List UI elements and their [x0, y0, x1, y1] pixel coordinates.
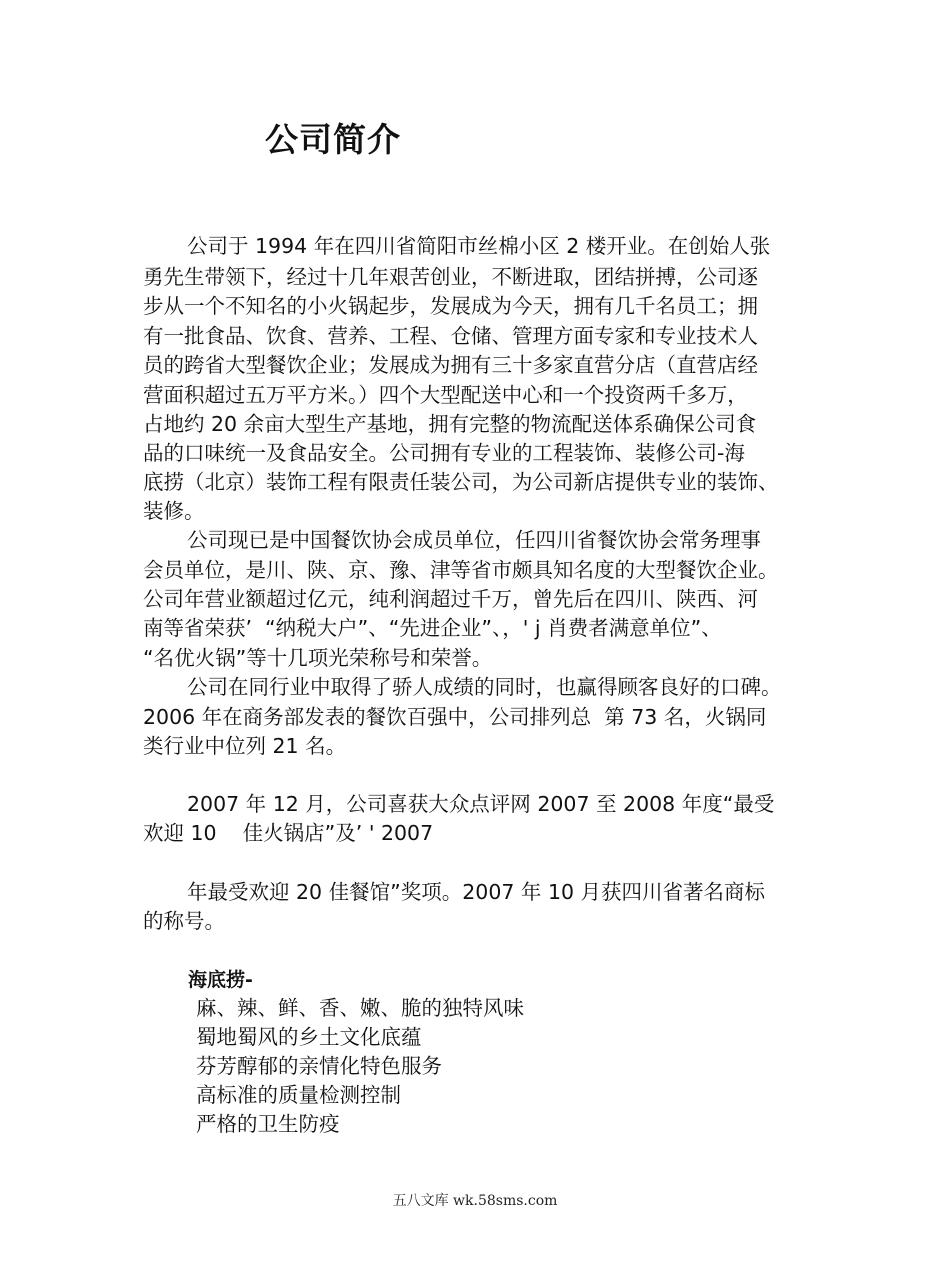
paragraph-1-line: 装修。 [143, 499, 205, 523]
paragraph-1-line: 占地约 20 余亩大型生产基地，拥有完整的物流配送体系确保公司食 [143, 412, 757, 436]
paragraph-1-line: 公司于 1994 年在四川省简阳市丝棉小区 2 楼开业。在创始人张 [187, 234, 771, 258]
page-title: 公司简介 [265, 120, 401, 159]
paragraph-4-line: 欢迎 10 佳火锅店”及’ ' 2007 [143, 821, 434, 845]
feature-item: 麻、辣、鲜、香、嫩、脆的独特风味 [196, 996, 524, 1020]
footer-watermark: 五八文库 wk.58sms.com [392, 1193, 558, 1209]
paragraph-1-line: 有一批食品、饮食、营养、工程、仓储、管理方面专家和专业技术人 [143, 324, 758, 348]
paragraph-5-line: 年最受欢迎 20 佳餐馆”奖项。2007 年 10 月获四川省著名商标 [187, 880, 766, 904]
feature-item: 蜀地蜀风的乡土文化底蕴 [196, 1025, 422, 1049]
paragraph-1-line: 勇先生带领下，经过十几年艰苦创业，不断进取，团结拼搏，公司逐 [143, 265, 758, 289]
paragraph-2-line: “名优火锅”等十几项光荣称号和荣誉。 [143, 646, 493, 670]
paragraph-2-line: 公司年营业额超过亿元，纯利润超过千万，曾先后在四川、陕西、河 [143, 587, 758, 611]
paragraph-5-line: 的称号。 [143, 909, 225, 933]
paragraph-2-line: 南等省荣获’ “纳税大户”、“先进企业”、，' j 肖费者满意单位”、 [143, 616, 722, 640]
paragraph-2-line: 公司现已是中国餐饮协会成员单位，任四川省餐饮协会常务理事 [187, 528, 761, 552]
paragraph-2-line: 会员单位，是川、陕、京、豫、津等省市颇具知名度的大型餐饮企业。 [143, 558, 779, 582]
paragraph-3-line: 2006 年在商务部发表的餐饮百强中，公司排列总 第 73 名，火锅同 [143, 705, 767, 729]
feature-item: 芬芳醇郁的亲情化特色服务 [196, 1054, 442, 1078]
paragraph-1-line: 底捞（北京）装饰工程有限责任装公司，为公司新店提供专业的装饰、 [143, 470, 779, 494]
features-title: 海底捞- [188, 969, 253, 991]
paragraph-1-line: 员的跨省大型餐饮企业；发展成为拥有三十多家直营分店（直营店经 [143, 353, 758, 377]
paragraph-1-line: 步从一个不知名的小火锅起步，发展成为今天，拥有几千名员工；拥 [143, 294, 758, 318]
feature-item: 高标准的质量检测控制 [196, 1083, 401, 1107]
paragraph-4-line: 2007 年 12 月，公司喜获大众点评网 2007 至 2008 年度“最受 [187, 792, 775, 816]
paragraph-1-line: 营面积超过五万平方米。）四个大型配送中心和一个投资两千多万， [143, 383, 748, 407]
paragraph-1-line: 品的口味统一及食品安全。公司拥有专业的工程装饰、装修公司-海 [143, 441, 745, 465]
paragraph-3-line: 类行业中位列 21 名。 [143, 734, 347, 758]
feature-item: 严格的卫生防疫 [196, 1112, 340, 1136]
paragraph-3-line: 公司在同行业中取得了骄人成绩的同时，也赢得顾客良好的口碑。 [187, 675, 782, 699]
